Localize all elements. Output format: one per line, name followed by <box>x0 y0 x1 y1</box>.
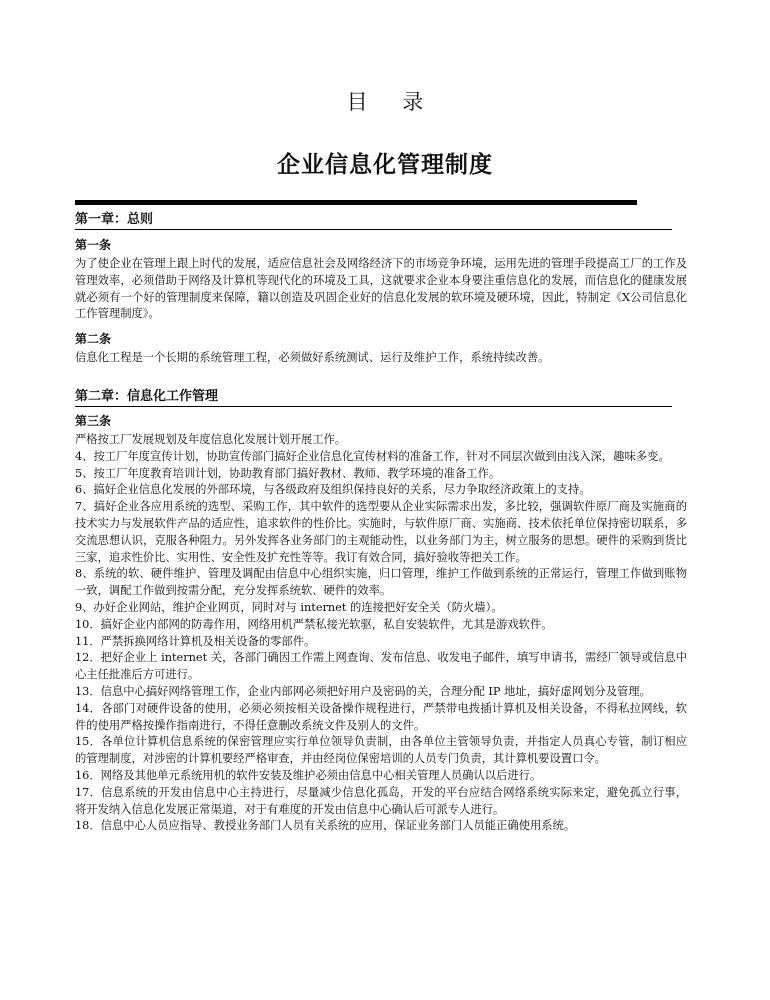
list-item: 6、搞好企业信息化发展的外部环境，与各级政府及组织保持良好的关系，尽力争取经济政策上的支持。 <box>75 483 591 497</box>
article-1-text: 为了使企业在管理上跟上时代的发展，适应信息社会及网络经济下的市场竞争环境，运用先进的管理手段提高工厂的工作及管理效率，必须借助于网络及计算机等现代化的环境及工具，这就要求企业本身要注重信息化的发展，而信息化的健康发展就必须有一个好的管理制度来保障，籍以创造及巩固企业好的信息化发展的软环境及硬环境，因此，特制定《X公司信息化工作管理制度》。 <box>75 257 687 321</box>
chapter-1-heading: 第一章：总则 <box>75 208 672 230</box>
list-item: 10．搞好企业内部网的防毒作用，网络用机严禁私接光软驱，私自安装软件，尤其是游戏软件。 <box>75 617 553 631</box>
list-item: 4、按工厂年度宣传计划，协助宣传部门搞好企业信息化宣传材料的准备工作，针对不同层次做到由浅入深，趣味多变。 <box>75 449 670 463</box>
list-item: 17．信息系统的开发由信息中心主持进行，尽量减少信息化孤岛，开发的平台应结合网络系统实际来定，避免孤立行事，将开发纳入信息化发展正常渠道，对于有难度的开发由信息中心确认后可派专人进行。 <box>75 785 687 816</box>
article-1-heading: 第一条 <box>75 238 112 252</box>
list-item: 13．信息中心搞好网络管理工作，企业内部网必须把好用户及密码的关，合理分配 IP 地址，搞好虚网划分及管理。 <box>75 684 651 698</box>
list-item: 9、办好企业网站，维护企业网页，同时对与 internet 的连接把好安全关（防火墙）。 <box>75 600 503 614</box>
list-item: 严格按工厂发展规划及年度信息化发展计划开展工作。 <box>75 433 347 446</box>
list-item: 14．各部门对硬件设备的使用，必须必须按相关设备操作规程进行，严禁带电拨插计算机及相关设备，不得私拉网线，软件的使用严格按操作指南进行，不得任意删改系统文件及别人的文件。 <box>75 701 687 732</box>
list-item: 15．各单位计算机信息系统的保密管理应实行单位领导负责制，由各单位主管领导负责，并指定人员真心专管，制订相应的管理制度，对涉密的计算机要经严格审查，并由经岗位保密培训的人员专门负责，其计算机要设置口令。 <box>75 735 687 766</box>
document-title: 企业信息化管理制度 <box>277 152 493 178</box>
list-item: 5、按工厂年度教育培训计划，协助教育部门搞好教材、教师、教学环境的准备工作。 <box>75 466 501 480</box>
list-item: 12．把好企业上 internet 关，各部门确因工作需上网查询、发布信息、收发电子邮件，填写申请书，需经厂领导或信息中心主任批准后方可进行。 <box>75 651 687 682</box>
article-2-text: 信息化工程是一个长期的系统管理工程，必须做好系统测试、运行及维护工作，系统持续改善。 <box>75 351 550 364</box>
list-item: 16．网络及其他单元系统用机的软件安装及维护必须由信息中心相关管理人员确认以后进行。 <box>75 768 542 782</box>
toc-title: 目 录 <box>346 90 438 114</box>
article-2-heading: 第二条 <box>75 332 112 346</box>
title-divider <box>75 200 637 205</box>
article-3-list <box>75 432 687 835</box>
chapter-2-heading: 第二章：信息化工作管理 <box>75 385 672 407</box>
list-item: 11．严禁拆换网络计算机及相关设备的零部件。 <box>75 634 316 648</box>
list-item: 18．信息中心人员应指导、教授业务部门人员有关系统的应用，保证业务部门人员能正确使用系统。 <box>75 819 576 833</box>
list-item: 7、搞好企业各应用系统的选型、采购工作，其中软件的选型要从企业实际需求出发，多比较，强调软件原厂商及实施商的技术实力与发展软件产品的适应性，追求软件的性价比。实施时，与软件原厂商、实施商、技术依托单位保持密切联系，多交流思想认识，克服各种阻力。另外发挥各业务部门的主观能动性，以业务部门为主，树立服务的思想。硬件的采购到货比三家，追求性价比、实用性、安全性及扩充性等等。我订有效合同，搞好验收等把关工作。 <box>75 500 687 564</box>
article-3-heading: 第三条 <box>75 414 112 428</box>
list-item: 8、系统的软、硬件维护、管理及调配由信息中心组织实施，归口管理，维护工作做到系统的正常运行，管理工作做到账物一致，调配工作做到按需分配，充分发挥系统软、硬件的效率。 <box>75 567 687 598</box>
